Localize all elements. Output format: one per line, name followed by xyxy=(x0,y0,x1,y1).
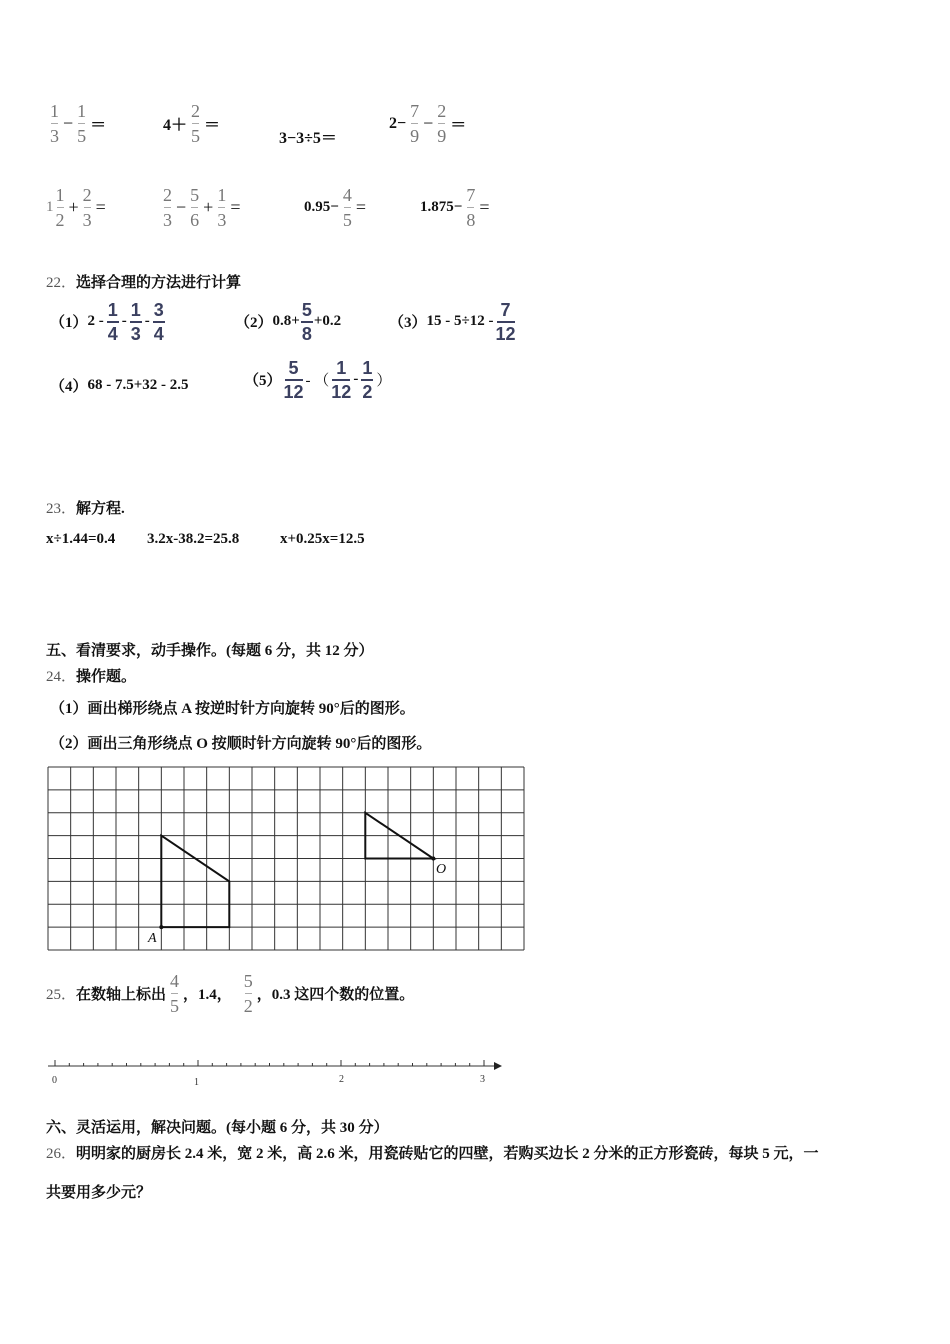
fraction: $\frac{7}{8}$ xyxy=(466,185,476,230)
q23-equation-3: x+0.25x=12.5 xyxy=(280,531,365,547)
q23-equation-2: 3.2x-38.2=25.8 xyxy=(147,531,240,547)
q24-item-2: （2）画出三角形绕点 O 按顺时针方向旋转 90°后的图形。 xyxy=(50,736,432,752)
number-line xyxy=(48,1060,502,1088)
question-26-line-2: 共要用多少元？ xyxy=(46,1185,152,1201)
fraction: $\frac{7}{9}$ xyxy=(410,101,420,146)
question-23-heading: 23．解方程. xyxy=(46,501,125,517)
q21-expr-2: 4＋ $\frac{2}{5}$ ＝ xyxy=(163,101,221,146)
question-26: 26．明明家的厨房长 2.4 米，宽 2 米，高 2.6 米，用瓷砖贴它的四壁，若购买边长 2 分米的正方形瓷砖，每块 5 元，一 xyxy=(46,1146,819,1162)
q21-expr-7: 0.95− $\frac{4}{5}$ = xyxy=(304,185,366,230)
q21-expr-6: $\frac{2}{3}$ − $\frac{5}{6}$ + $\frac{1}{3}$ = xyxy=(163,185,241,230)
q23-equation-1: x÷1.44=0.4 xyxy=(46,531,116,547)
axis-label-1: 1 xyxy=(194,1077,199,1088)
fraction: 5 12 xyxy=(283,358,304,402)
grid-lines xyxy=(48,767,524,950)
section-5-heading: 五、看清要求，动手操作。(每题 6 分，共 12 分） xyxy=(46,643,374,659)
q21-expr-4: 2− $\frac{7}{9}$ − $\frac{2}{9}$ ＝ xyxy=(389,101,467,146)
point-a xyxy=(159,925,163,929)
axis-label-3: 3 xyxy=(480,1074,485,1085)
fraction: $\frac{2}{3}$ xyxy=(163,185,172,230)
label-a: A xyxy=(148,931,157,946)
q21-expr-5: 1 $\frac{1}{2}$ + $\frac{2}{3}$ = xyxy=(46,185,106,230)
fraction: 3 4 xyxy=(153,300,164,344)
q24-item-1: （1）画出梯形绕点 A 按逆时针方向旋转 90°后的图形。 xyxy=(50,701,415,717)
q22-part-3: （3） 15 - 5÷12 - 7 12 xyxy=(389,300,516,344)
q22-part-2: （2） 0.8+ 5 8 +0.2 xyxy=(235,300,342,344)
q22-part-5: （5） 5 12 - （ 1 12 - 1 2 ） xyxy=(244,358,392,402)
arrow-right-icon xyxy=(494,1062,502,1070)
fraction: 1 2 xyxy=(362,358,373,402)
fraction: $\frac{1}{2}$ xyxy=(55,185,65,230)
axis-label-0: 0 xyxy=(52,1075,57,1086)
question-24-heading: 24．操作题。 xyxy=(46,669,137,685)
question-22-heading: 22．选择合理的方法进行计算 xyxy=(46,275,242,291)
q21-expr-1: $\frac{1}{3}$ − $\frac{1}{5}$ ＝ xyxy=(50,101,107,146)
label-o: O xyxy=(436,862,447,877)
fraction: $\frac{1}{3}$ xyxy=(217,185,227,230)
section-6-heading: 六、灵活运用，解决问题。(每小题 6 分，共 30 分） xyxy=(46,1120,389,1136)
point-o xyxy=(431,857,435,861)
fraction: $\frac{4}{5}$ xyxy=(170,971,180,1016)
fraction: $\frac{2}{9}$ xyxy=(437,101,447,146)
fraction: $\frac{2}{3}$ xyxy=(82,185,92,230)
q22-part-4: （4） 68 - 7.5+32 - 2.5 xyxy=(50,377,189,395)
fraction: $\frac{5}{2}$ xyxy=(243,971,253,1016)
fraction: 1 12 xyxy=(331,358,352,402)
fraction: 1 4 xyxy=(107,300,118,344)
q21-expr-3: 3−3÷5＝ xyxy=(279,130,337,147)
fraction: $\frac{1}{5}$ xyxy=(77,101,87,146)
axis-label-2: 2 xyxy=(339,1074,344,1085)
q21-expr-8: 1.875− $\frac{7}{8}$ = xyxy=(420,185,490,230)
fraction: 5 8 xyxy=(301,300,312,344)
fraction: $\frac{1}{3}$ xyxy=(50,101,59,146)
fraction: $\frac{4}{5}$ xyxy=(342,185,352,230)
fraction: $\frac{5}{6}$ xyxy=(190,185,200,230)
fraction: 7 12 xyxy=(495,300,516,344)
fraction: $\frac{2}{5}$ xyxy=(191,101,201,146)
q22-part-1: （1） 2 - 1 4 - 1 3 - 3 4 xyxy=(50,300,164,344)
question-25: 25． 在数轴上标出 $\frac{4}{5}$ ，1.4， $\frac{5}{2}$ ，0.3 这四个数的位置。 xyxy=(46,971,415,1016)
fraction: 1 3 xyxy=(130,300,141,344)
